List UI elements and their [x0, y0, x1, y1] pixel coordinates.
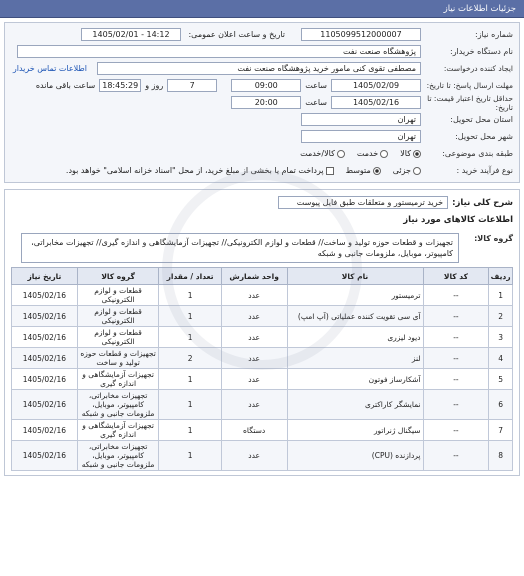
validity-row — [11, 94, 513, 111]
validity-date-field: 1405/02/16 — [331, 96, 421, 109]
cell-row-number: 5 — [489, 369, 513, 390]
process-option-minor[interactable]: جزئی — [393, 166, 421, 175]
cell-item-name: آشکارساز فوتون — [287, 369, 423, 390]
page-title: جزئیات اطلاعات نیاز — [443, 3, 516, 14]
table-row — [12, 327, 513, 348]
table-row — [12, 420, 513, 441]
buyer-field: پژوهشگاه صنعت نفت — [17, 45, 421, 58]
province-field: تهران — [301, 113, 421, 126]
cell-item-group: تجهیزات و قطعات حوزه تولید و ساخت — [77, 348, 159, 369]
cell-quantity: 1 — [159, 369, 221, 390]
buyer-contact-link[interactable]: اطلاعات تماس خریدار — [12, 64, 87, 73]
radio-icon — [337, 150, 345, 158]
province-label: استان محل تحویل: — [450, 115, 513, 124]
page-header — [0, 0, 524, 18]
goods-section-title: اطلاعات کالاهای مورد نیاز — [403, 215, 513, 225]
cell-row-number: 3 — [489, 327, 513, 348]
need-number-row — [11, 26, 513, 43]
cell-item-name: نمایشگر کاراکتری — [287, 390, 423, 420]
cell-item-name: لنز — [287, 348, 423, 369]
cell-item-name: دیود لیزری — [287, 327, 423, 348]
cell-need-date: 1405/02/16 — [12, 369, 78, 390]
cell-unit: عدد — [221, 348, 287, 369]
cell-item-group: تجهیزات مخابراتی، کامپیوتر، موبایل، ملزومات جانبی و شبکه — [77, 390, 159, 420]
goods-group-field: تجهیزات و قطعات حوزه تولید و ساخت// قطعات و لوازم الکترونیکی// تجهیزات آزمایشگاهی و اندازه گیری// تجهیزات مخابراتی، کامپیوتر، موبایل، ملزومات جانبی و شبکه — [21, 233, 459, 263]
table-row — [12, 285, 513, 306]
category-label: طبقه بندی موضوعی: — [442, 149, 513, 158]
city-field: تهران — [301, 130, 421, 143]
col-unit: واحد شمارش — [221, 268, 287, 285]
cell-item-group: تجهیزات آزمایشگاهی و اندازه گیری — [77, 369, 159, 390]
need-details-panel — [4, 22, 520, 183]
cell-need-date: 1405/02/16 — [12, 285, 78, 306]
cell-item-name: پردازنده (CPU) — [287, 441, 423, 471]
cell-item-name: ترمیستور — [287, 285, 423, 306]
cell-need-date: 1405/02/16 — [12, 390, 78, 420]
goods-table-body — [12, 285, 513, 471]
remaining-time-field: 18:45:29 — [99, 79, 141, 92]
table-row — [12, 369, 513, 390]
cell-row-number: 8 — [489, 441, 513, 471]
deadline-date-field: 1405/02/09 — [331, 79, 421, 92]
goods-table-header — [12, 268, 513, 285]
cell-item-group: قطعات و لوازم الکترونیکی — [77, 285, 159, 306]
cell-item-code: -- — [423, 441, 489, 471]
cell-item-code: -- — [423, 327, 489, 348]
checkbox-icon — [326, 167, 334, 175]
radio-icon — [413, 167, 421, 175]
cell-row-number: 4 — [489, 348, 513, 369]
cell-quantity: 1 — [159, 306, 221, 327]
cell-row-number: 6 — [489, 390, 513, 420]
cell-quantity: 1 — [159, 285, 221, 306]
goods-group-label: گروه کالا: — [474, 234, 513, 243]
cell-item-code: -- — [423, 420, 489, 441]
validity-time-field: 20:00 — [231, 96, 301, 109]
validity-hour-label: ساعت — [305, 98, 327, 107]
col-row-number: ردیف — [489, 268, 513, 285]
cell-item-name: آی سی تقویت کننده عملیاتی (آپ امپ) — [287, 306, 423, 327]
cell-need-date: 1405/02/16 — [12, 420, 78, 441]
cell-quantity: 1 — [159, 390, 221, 420]
summary-field: خرید ترمیستور و متعلقات طبق فایل پیوست — [278, 196, 448, 209]
deadline-time-field: 09:00 — [231, 79, 301, 92]
col-item-group: گروه کالا — [77, 268, 159, 285]
cell-item-code: -- — [423, 348, 489, 369]
cell-item-group: قطعات و لوازم الکترونیکی — [77, 306, 159, 327]
remaining-label: ساعت باقی مانده — [35, 81, 96, 90]
cell-need-date: 1405/02/16 — [12, 348, 78, 369]
process-option-medium[interactable]: متوسط — [346, 166, 381, 175]
cell-item-code: -- — [423, 285, 489, 306]
category-row — [11, 145, 513, 162]
col-item-code: کد کالا — [423, 268, 489, 285]
col-quantity: تعداد / مقدار — [159, 268, 221, 285]
table-row — [12, 390, 513, 420]
cell-unit: عدد — [221, 369, 287, 390]
deadline-label: مهلت ارسال پاسخ: تا تاریخ: — [426, 81, 513, 90]
process-row — [11, 162, 513, 179]
cell-row-number: 1 — [489, 285, 513, 306]
cell-unit: عدد — [221, 327, 287, 348]
summary-row — [11, 194, 513, 211]
radio-icon — [380, 150, 388, 158]
cell-row-number: 2 — [489, 306, 513, 327]
cell-unit: عدد — [221, 306, 287, 327]
treasury-payment-option[interactable]: پرداخت تمام یا بخشی از مبلغ خرید، از محل "اسناد خزانه اسلامی" خواهد بود. — [66, 166, 334, 175]
cell-need-date: 1405/02/16 — [12, 327, 78, 348]
goods-table — [11, 267, 513, 471]
radio-selected-icon — [373, 167, 381, 175]
process-label: نوع فرآیند خرید : — [456, 166, 513, 175]
creator-label: ایجاد کننده درخواست: — [443, 64, 513, 73]
goods-group-row — [11, 229, 513, 267]
cell-quantity: 1 — [159, 420, 221, 441]
cell-item-group: تجهیزات مخابراتی، کامپیوتر، موبایل، ملزومات جانبی و شبکه — [77, 441, 159, 471]
city-label: شهر محل تحویل: — [455, 132, 513, 141]
cell-item-code: -- — [423, 390, 489, 420]
announce-label: تاریخ و ساعت اعلان عمومی: — [188, 30, 285, 39]
cell-quantity: 1 — [159, 441, 221, 471]
cell-row-number: 7 — [489, 420, 513, 441]
cell-item-code: -- — [423, 306, 489, 327]
cell-unit: عدد — [221, 390, 287, 420]
cell-unit: دستگاه — [221, 420, 287, 441]
days-field: 7 — [167, 79, 217, 92]
cell-unit: عدد — [221, 441, 287, 471]
cell-need-date: 1405/02/16 — [12, 306, 78, 327]
need-number-label: شماره نیاز: — [475, 30, 513, 39]
table-row — [12, 306, 513, 327]
category-option-goods[interactable]: کالا — [400, 149, 421, 158]
creator-row — [11, 60, 513, 77]
summary-label: شرح کلی نیاز: — [452, 197, 513, 208]
deadline-hour-label: ساعت — [305, 81, 327, 90]
need-number-field: 1105099512000007 — [301, 28, 421, 41]
summary-panel — [4, 189, 520, 476]
announce-field: 1405/02/01 - 14:12 — [81, 28, 181, 41]
buyer-label: نام دستگاه خریدار: — [450, 47, 513, 56]
col-item-name: نام کالا — [287, 268, 423, 285]
creator-field: مصطفی تقوی کنی مامور خرید پژوهشگاه صنعت نفت — [97, 62, 421, 75]
table-row — [12, 348, 513, 369]
province-row — [11, 111, 513, 128]
cell-unit: عدد — [221, 285, 287, 306]
cell-item-name: سیگنال ژنراتور — [287, 420, 423, 441]
cell-item-group: قطعات و لوازم الکترونیکی — [77, 327, 159, 348]
radio-selected-icon — [413, 150, 421, 158]
col-need-date: تاریخ نیاز — [12, 268, 78, 285]
city-row — [11, 128, 513, 145]
category-option-service[interactable]: خدمت — [357, 149, 388, 158]
days-label: روز و — [145, 81, 164, 90]
cell-item-group: تجهیزات آزمایشگاهی و اندازه گیری — [77, 420, 159, 441]
validity-label: حداقل تاریخ اعتبار قیمت: تا تاریخ: — [427, 93, 513, 112]
buyer-row — [11, 43, 513, 60]
category-option-goods-service[interactable]: کالا/خدمت — [300, 149, 345, 158]
table-row — [12, 441, 513, 471]
deadline-row — [11, 77, 513, 94]
cell-item-code: -- — [423, 369, 489, 390]
cell-quantity: 1 — [159, 327, 221, 348]
cell-quantity: 2 — [159, 348, 221, 369]
cell-need-date: 1405/02/16 — [12, 441, 78, 471]
